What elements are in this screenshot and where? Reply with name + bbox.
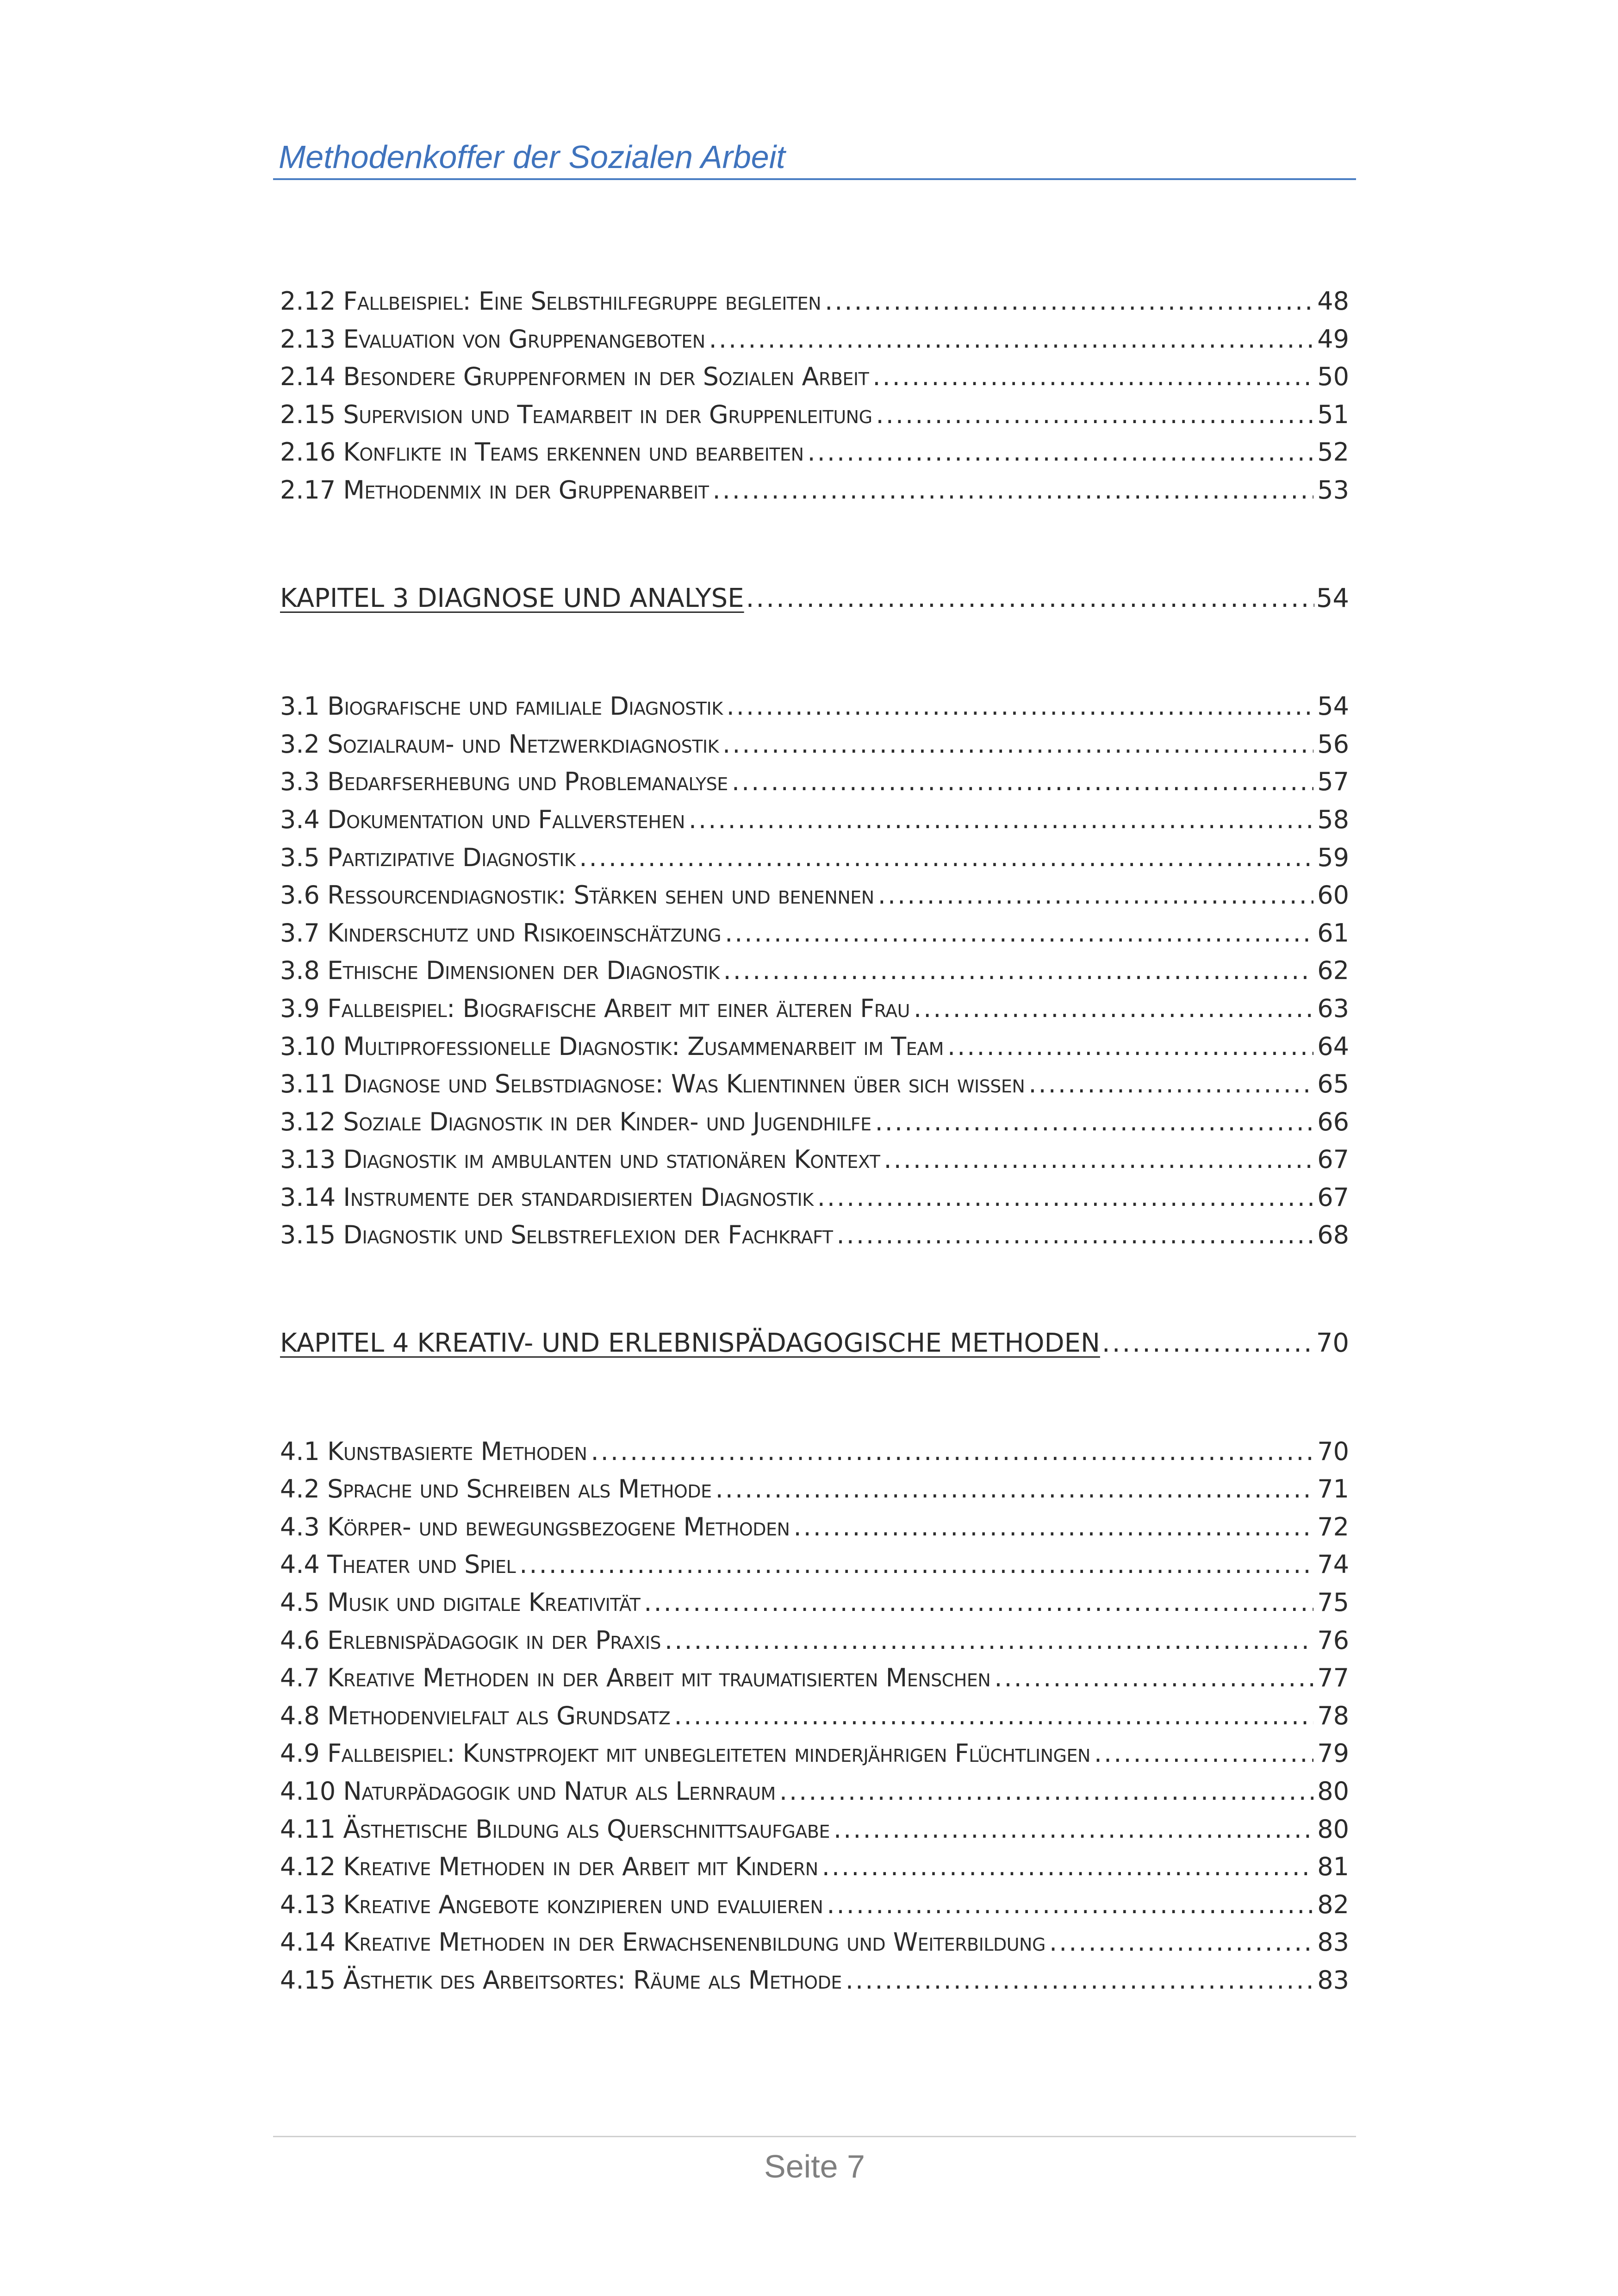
entry-number: 3.2 (280, 729, 320, 759)
entry-number: 2.15 (280, 399, 336, 429)
entry-page-number: 51 (1317, 399, 1349, 429)
toc-entry[interactable] (280, 990, 1349, 1028)
entry-number: 4.4 (280, 1550, 320, 1579)
toc-chapter-3[interactable] (280, 580, 1349, 618)
chapter-page-number: 54 (1316, 583, 1349, 613)
entry-page-number: 74 (1317, 1550, 1349, 1579)
entry-title: Ressourcendiagnostik: Stärken sehen und benennen (327, 880, 874, 910)
dot-leader (579, 839, 1313, 877)
entry-number: 3.1 (280, 692, 320, 721)
dot-leader (674, 1697, 1313, 1735)
chapter-title: KAPITEL 4 KREATIV- UND ERLEBNISPÄDAGOGISCHE METHODEN (280, 1328, 1100, 1359)
entry-number: 3.14 (280, 1182, 336, 1212)
toc-entry[interactable] (280, 687, 1349, 725)
toc-section-2 (280, 282, 1349, 509)
entry-page-number: 63 (1317, 993, 1349, 1023)
dot-leader (825, 282, 1313, 320)
toc-entry[interactable] (280, 1886, 1349, 1924)
entry-title: Kreative Angebote konzipieren und evaluieren (343, 1890, 823, 1919)
entry-number: 3.4 (280, 805, 320, 834)
toc-entry[interactable] (280, 725, 1349, 763)
entry-number: 3.10 (280, 1031, 336, 1061)
toc-entry[interactable] (280, 801, 1349, 839)
dot-leader (878, 876, 1314, 914)
entry-title: Kreative Methoden in der Arbeit mit Kindern (343, 1852, 818, 1882)
footer-divider (273, 2136, 1356, 2137)
toc-entry[interactable] (280, 763, 1349, 801)
entry-page-number: 50 (1317, 362, 1349, 392)
dot-leader (723, 952, 1314, 990)
entry-number: 4.8 (280, 1701, 320, 1730)
entry-title: Methodenvielfalt als Grundsatz (327, 1701, 671, 1730)
entry-number: 4.9 (280, 1739, 320, 1768)
toc-chapter-4[interactable] (280, 1324, 1349, 1362)
entry-title: Körper- und bewegungsbezogene Methoden (327, 1512, 790, 1541)
page-header (273, 134, 1356, 180)
entry-number: 4.12 (280, 1852, 336, 1882)
entry-title: Partizipative Diagnostik (327, 842, 576, 872)
entry-title: Instrumente der standardisierten Diagnostik (343, 1182, 814, 1212)
toc-entry[interactable] (280, 396, 1349, 434)
dot-leader (591, 1433, 1313, 1471)
dot-leader (872, 358, 1313, 396)
entry-title: Sprache und Schreiben als Methode (327, 1474, 712, 1504)
toc-entry[interactable] (280, 1508, 1349, 1546)
dot-leader (846, 1961, 1313, 1999)
toc-entry[interactable] (280, 1622, 1349, 1660)
entry-page-number: 65 (1317, 1069, 1349, 1099)
toc-entry[interactable] (280, 320, 1349, 358)
entry-page-number: 68 (1317, 1220, 1349, 1250)
entry-page-number: 81 (1317, 1852, 1349, 1882)
toc-entry[interactable] (280, 1433, 1349, 1471)
entry-page-number: 67 (1317, 1182, 1349, 1212)
toc-entry[interactable] (280, 433, 1349, 471)
dot-leader (808, 433, 1314, 471)
dot-leader (716, 1470, 1314, 1508)
entry-number: 2.17 (280, 475, 336, 505)
toc-entry[interactable] (280, 1659, 1349, 1697)
toc-entry[interactable] (280, 1734, 1349, 1772)
entry-title: Ästhetische Bildung als Querschnittsaufgabe (343, 1814, 830, 1844)
dot-leader (947, 1028, 1313, 1066)
entry-number: 3.6 (280, 880, 320, 910)
entry-title: Kinderschutz und Risikoeinschätzung (327, 918, 722, 948)
chapter-page-number: 70 (1316, 1328, 1349, 1359)
entry-number: 4.15 (280, 1965, 336, 1995)
toc-entry[interactable] (280, 1810, 1349, 1848)
dot-leader (1102, 1324, 1314, 1362)
dot-leader (817, 1179, 1314, 1217)
entry-title: Ethische Dimensionen der Diagnostik (327, 956, 720, 986)
dot-leader (519, 1546, 1313, 1584)
entry-page-number: 72 (1317, 1512, 1349, 1541)
entry-number: 3.8 (280, 956, 320, 986)
entry-page-number: 76 (1317, 1625, 1349, 1655)
entry-title: Bedarfserhebung und Problemanalyse (327, 767, 728, 797)
entry-page-number: 62 (1317, 956, 1349, 986)
entry-number: 4.13 (280, 1890, 336, 1919)
entry-page-number: 80 (1317, 1777, 1349, 1806)
entry-number: 3.7 (280, 918, 320, 948)
toc-entry[interactable] (280, 1697, 1349, 1735)
entry-page-number: 54 (1317, 692, 1349, 721)
toc-entry[interactable] (280, 839, 1349, 877)
dot-leader (827, 1886, 1313, 1924)
entry-page-number: 59 (1317, 842, 1349, 872)
entry-title: Diagnose und Selbstdiagnose: Was Klientinnen über sich wissen (343, 1069, 1025, 1099)
table-of-contents (280, 282, 1349, 1999)
entry-page-number: 66 (1317, 1107, 1349, 1136)
entry-page-number: 70 (1317, 1436, 1349, 1466)
entry-number: 2.14 (280, 362, 336, 392)
chapter-title: KAPITEL 3 DIAGNOSE UND ANALYSE (280, 583, 744, 613)
entry-title: Methodenmix in der Gruppenarbeit (343, 475, 709, 505)
dot-leader (727, 687, 1314, 725)
toc-entry[interactable] (280, 1028, 1349, 1066)
dot-leader (709, 320, 1314, 358)
dot-leader (914, 990, 1313, 1028)
dot-leader (689, 801, 1313, 839)
dot-leader (884, 1141, 1313, 1179)
entry-page-number: 52 (1317, 437, 1349, 467)
dot-leader (1049, 1923, 1313, 1961)
entry-page-number: 53 (1317, 475, 1349, 505)
dot-leader (822, 1848, 1314, 1886)
entry-number: 3.13 (280, 1145, 336, 1174)
toc-entry[interactable] (280, 1961, 1349, 1999)
entry-title: Kunstbasierte Methoden (327, 1436, 587, 1466)
entry-number: 3.9 (280, 993, 320, 1023)
entry-page-number: 60 (1317, 880, 1349, 910)
toc-section-4 (280, 1433, 1349, 1999)
dot-leader (1094, 1734, 1313, 1772)
entry-page-number: 57 (1317, 767, 1349, 797)
dot-leader (644, 1584, 1313, 1622)
entry-title: Biografische und familiale Diagnostik (327, 692, 723, 721)
entry-page-number: 67 (1317, 1145, 1349, 1174)
toc-entry[interactable] (280, 358, 1349, 396)
dot-leader (875, 1103, 1314, 1141)
entry-number: 4.6 (280, 1625, 320, 1655)
entry-number: 2.12 (280, 287, 336, 316)
toc-entry[interactable] (280, 1065, 1349, 1103)
toc-entry[interactable] (280, 1179, 1349, 1217)
entry-number: 4.2 (280, 1474, 320, 1504)
toc-entry[interactable] (280, 282, 1349, 320)
dot-leader (746, 580, 1314, 618)
entry-title: Sozialraum- und Netzwerkdiagnostik (327, 729, 719, 759)
toc-entry[interactable] (280, 876, 1349, 914)
entry-number: 4.10 (280, 1777, 336, 1806)
entry-title: Fallbeispiel: Biografische Arbeit mit einer älteren Frau (327, 993, 910, 1023)
entry-number: 3.5 (280, 842, 320, 872)
entry-title: Besondere Gruppenformen in der Sozialen Arbeit (343, 362, 869, 392)
dot-leader (725, 914, 1313, 952)
entry-number: 2.13 (280, 324, 336, 354)
entry-title: Evaluation von Gruppenangeboten (343, 324, 705, 354)
entry-number: 4.5 (280, 1588, 320, 1617)
entry-title: Multiprofessionelle Diagnostik: Zusammenarbeit im Team (343, 1031, 944, 1061)
dot-leader (837, 1216, 1314, 1254)
entry-page-number: 83 (1317, 1928, 1349, 1957)
entry-number: 3.12 (280, 1107, 336, 1136)
dot-leader (876, 396, 1314, 434)
entry-title: Fallbeispiel: Kunstprojekt mit unbegleiteten minderjährigen Flüchtlingen (327, 1739, 1090, 1768)
entry-title: Dokumentation und Fallverstehen (327, 805, 685, 834)
entry-page-number: 77 (1317, 1663, 1349, 1693)
toc-entry[interactable] (280, 1141, 1349, 1179)
toc-entry[interactable] (280, 914, 1349, 952)
entry-title: Diagnostik und Selbstreflexion der Fachkraft (343, 1220, 833, 1250)
entry-page-number: 83 (1317, 1965, 1349, 1995)
dot-leader (994, 1659, 1313, 1697)
entry-title: Fallbeispiel: Eine Selbsthilfegruppe begleiten (343, 287, 821, 316)
toc-entry[interactable] (280, 952, 1349, 990)
entry-number: 4.11 (280, 1814, 336, 1844)
entry-page-number: 58 (1317, 805, 1349, 834)
header-title: Methodenkoffer der Sozialen Arbeit (279, 139, 785, 175)
entry-title: Naturpädagogik und Natur als Lernraum (343, 1777, 776, 1806)
toc-section-3 (280, 687, 1349, 1254)
entry-page-number: 80 (1317, 1814, 1349, 1844)
toc-entry[interactable] (280, 1848, 1349, 1886)
dot-leader (793, 1508, 1313, 1546)
toc-entry[interactable] (280, 1923, 1349, 1961)
toc-entry[interactable] (280, 1584, 1349, 1622)
entry-number: 4.14 (280, 1928, 336, 1957)
entry-number: 2.16 (280, 437, 336, 467)
entry-page-number: 82 (1317, 1890, 1349, 1919)
entry-number: 4.1 (280, 1436, 320, 1466)
dot-leader (732, 763, 1313, 801)
toc-entry[interactable] (280, 1216, 1349, 1254)
dot-leader (712, 471, 1313, 509)
entry-page-number: 48 (1317, 287, 1349, 316)
entry-page-number: 75 (1317, 1588, 1349, 1617)
entry-number: 3.3 (280, 767, 320, 797)
entry-title: Konflikte in Teams erkennen und bearbeiten (343, 437, 804, 467)
entry-title: Kreative Methoden in der Erwachsenenbildung und Weiterbildung (343, 1928, 1045, 1957)
entry-page-number: 71 (1317, 1474, 1349, 1504)
entry-title: Kreative Methoden in der Arbeit mit traumatisierten Menschen (327, 1663, 991, 1693)
page-number-footer: Seite 7 (764, 2148, 865, 2184)
entry-title: Diagnostik im ambulanten und stationären Kontext (343, 1145, 880, 1174)
entry-title: Theater und Spiel (327, 1550, 516, 1579)
dot-leader (722, 725, 1313, 763)
entry-page-number: 61 (1317, 918, 1349, 948)
entry-title: Erlebnispädagogik in der Praxis (327, 1625, 661, 1655)
toc-entry[interactable] (280, 1470, 1349, 1508)
toc-entry[interactable] (280, 1546, 1349, 1584)
entry-page-number: 64 (1317, 1031, 1349, 1061)
entry-number: 4.3 (280, 1512, 320, 1541)
entry-page-number: 49 (1317, 324, 1349, 354)
entry-page-number: 56 (1317, 729, 1349, 759)
dot-leader (834, 1810, 1313, 1848)
dot-leader (1028, 1065, 1313, 1103)
dot-leader (665, 1622, 1313, 1660)
entry-title: Ästhetik des Arbeitsortes: Räume als Methode (343, 1965, 842, 1995)
toc-entry[interactable] (280, 1103, 1349, 1141)
entry-page-number: 78 (1317, 1701, 1349, 1730)
toc-entry[interactable] (280, 1772, 1349, 1810)
entry-page-number: 79 (1317, 1739, 1349, 1768)
entry-number: 4.7 (280, 1663, 320, 1693)
entry-title: Musik und digitale Kreativität (327, 1588, 641, 1617)
entry-title: Supervision und Teamarbeit in der Gruppenleitung (343, 399, 872, 429)
entry-number: 3.11 (280, 1069, 336, 1099)
entry-title: Soziale Diagnostik in der Kinder- und Jugendhilfe (343, 1107, 871, 1136)
dot-leader (779, 1772, 1313, 1810)
entry-number: 3.15 (280, 1220, 336, 1250)
toc-entry[interactable] (280, 471, 1349, 509)
